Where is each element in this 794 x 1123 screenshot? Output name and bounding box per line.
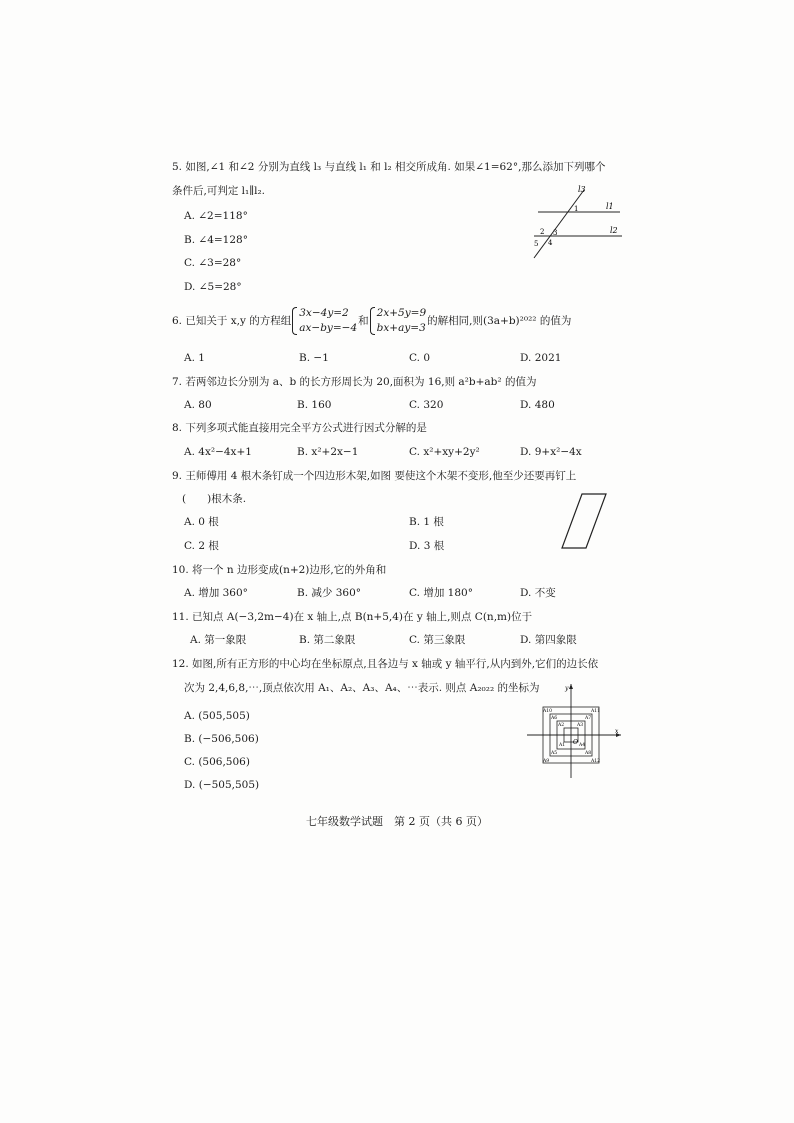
- q9-option-b: B. 1 根: [409, 516, 444, 528]
- x-axis-label: x: [615, 728, 619, 735]
- q6-sys1-eq2: ax−by=−4: [299, 322, 358, 334]
- q7-option-b: B. 160: [297, 399, 332, 411]
- y-axis-arrow: [569, 684, 573, 689]
- vertex-a10-label: A10: [543, 709, 552, 714]
- vertex-a11-label: A11: [591, 709, 600, 714]
- q6-option-c: C. 0: [409, 352, 431, 364]
- vertex-a3-label: A3: [577, 723, 584, 728]
- angle-4-label: 4: [548, 239, 553, 247]
- q9-stem-line2: ( )根木条.: [182, 493, 247, 505]
- q11-option-a: A. 第一象限: [190, 634, 247, 646]
- vertex-a12-label: A12: [591, 759, 600, 764]
- q5-stem-line1: 5. 如图,∠1 和∠2 分别为直线 l₃ 与直线 l₁ 和 l₂ 相交所成角. 如果∠1=62°,那么添加下列哪个: [172, 161, 606, 173]
- q10-option-d: D. 不变: [520, 587, 556, 599]
- q6-option-d: D. 2021: [520, 352, 562, 364]
- q11-option-d: D. 第四象限: [520, 634, 577, 646]
- q8-option-c: C. x²+xy+2y²: [409, 446, 480, 458]
- angle-5-label: 5: [534, 240, 539, 248]
- q9-option-c: C. 2 根: [184, 540, 219, 552]
- origin-label: O: [573, 739, 578, 746]
- q9-stem-line1: 9. 王师傅用 4 根木条钉成一个四边形木架,如图 要使这个木架不变形,他至少还要再钉上: [172, 470, 577, 482]
- q6-option-b: B. −1: [299, 352, 329, 364]
- angle-3-label: 3: [553, 229, 558, 237]
- q6-sys2-eq1: 2x+5y=9: [376, 307, 427, 319]
- q6-stem: [172, 306, 571, 336]
- q7-option-d: D. 480: [520, 399, 555, 411]
- label-l3: l3: [578, 185, 586, 194]
- q7-option-c: C. 320: [409, 399, 444, 411]
- q8-stem: 8. 下列多项式能直接用完全平方公式进行因式分解的是: [172, 422, 427, 434]
- q12-stem-line1: 12. 如图,所有正方形的中心均在坐标原点,且各边与 x 轴或 y 轴平行,从内到外,它们的边长依: [172, 658, 599, 670]
- vertex-a8-label: A8: [585, 751, 592, 756]
- q7-option-a: A. 80: [184, 399, 212, 411]
- q10-stem: 10. 将一个 n 边形变成(n+2)边形,它的外角和: [172, 564, 387, 576]
- q5-option-b: B. ∠4=128°: [184, 234, 248, 246]
- q6-system-2: [370, 306, 427, 336]
- q7-stem: 7. 若两邻边长分别为 a、b 的长方形周长为 20,面积为 16,则 a²b+ab² 的值为: [172, 376, 537, 388]
- q10-option-c: C. 增加 180°: [409, 587, 473, 599]
- y-axis-label: y: [565, 685, 569, 692]
- q6-suffix: 的解相同,则(3a+b)²⁰²² 的值为: [427, 315, 572, 327]
- q6-prefix: 6. 已知关于 x,y 的方程组: [172, 315, 292, 327]
- q11-stem: 11. 已知点 A(−3,2m−4)在 x 轴上,点 B(n+5,4)在 y 轴上,则点 C(n,m)位于: [172, 611, 533, 623]
- q12-nested-squares-figure: [525, 680, 625, 780]
- label-l1: l1: [606, 202, 614, 211]
- vertex-a6-label: A6: [551, 716, 558, 721]
- q12-option-c: C. (506,506): [184, 756, 250, 768]
- q5-parallel-lines-figure: [520, 182, 630, 262]
- q10-option-a: A. 增加 360°: [184, 587, 248, 599]
- vertex-a2-label: A2: [558, 723, 565, 728]
- q9-option-d: D. 3 根: [409, 540, 445, 552]
- vertex-a5-label: A5: [551, 751, 558, 756]
- label-l2: l2: [610, 226, 618, 235]
- line-l3: [534, 190, 584, 258]
- q11-option-b: B. 第二象限: [299, 634, 356, 646]
- q6-mid: 和: [358, 315, 369, 327]
- q10-option-b: B. 减少 360°: [297, 587, 362, 599]
- q5-stem-line2: 条件后,可判定 l₁∥l₂.: [172, 185, 265, 197]
- vertex-a7-label: A7: [585, 716, 592, 721]
- vertex-a1-label: A1: [559, 743, 566, 748]
- vertex-a4-label: A4: [579, 743, 586, 748]
- parallelogram-frame: [562, 494, 606, 548]
- q6-option-a: A. 1: [184, 352, 205, 364]
- angle-2-label: 2: [540, 228, 545, 236]
- q8-option-b: B. x²+2x−1: [297, 446, 359, 458]
- q12-option-d: D. (−505,505): [184, 779, 260, 791]
- q9-parallelogram-figure: [560, 490, 610, 552]
- q11-option-c: C. 第三象限: [409, 634, 466, 646]
- q12-stem-line2: 次为 2,4,6,8,⋯,顶点依次用 A₁、A₂、A₃、A₄、⋯表示. 则点 A₂₀₂₂ 的坐标为: [184, 682, 540, 694]
- q6-sys2-eq2: bx+ay=3: [376, 322, 426, 334]
- angle-1-label: 1: [574, 205, 579, 213]
- q6-sys1-eq1: 3x−4y=2: [299, 307, 349, 319]
- q5-option-c: C. ∠3=28°: [184, 257, 242, 269]
- q6-system-1: [292, 306, 357, 336]
- page-footer: 七年级数学试题 第 2 页（共 6 页）: [306, 815, 488, 828]
- q12-option-a: A. (505,505): [184, 710, 250, 722]
- q12-option-b: B. (−506,506): [184, 733, 259, 745]
- q9-option-a: A. 0 根: [184, 516, 219, 528]
- vertex-a9-label: A9: [543, 759, 550, 764]
- q8-option-d: D. 9+x²−4x: [520, 446, 582, 458]
- q5-option-d: D. ∠5=28°: [184, 281, 242, 293]
- q8-option-a: A. 4x²−4x+1: [184, 446, 252, 458]
- q5-option-a: A. ∠2=118°: [184, 210, 248, 222]
